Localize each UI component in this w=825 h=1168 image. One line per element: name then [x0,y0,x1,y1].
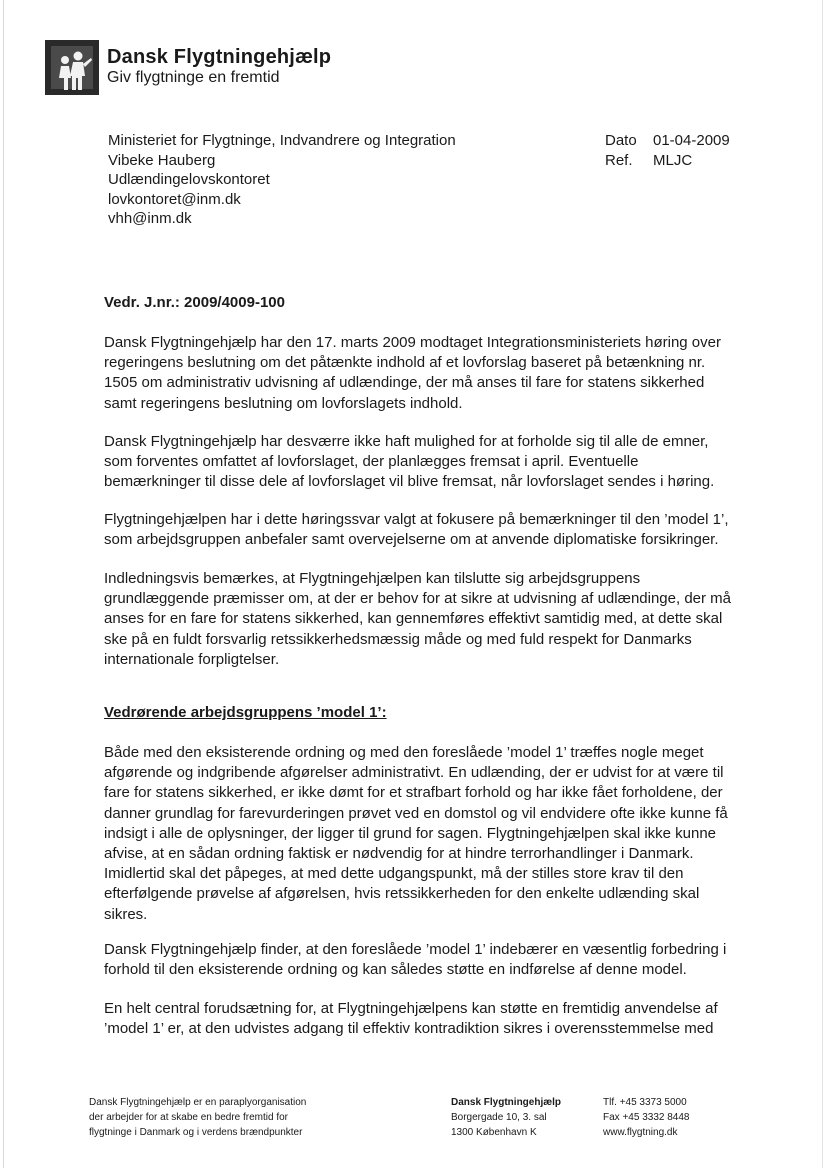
footer-fax: Fax +45 3332 8448 [603,1112,690,1123]
body-paragraph [104,432,744,493]
organization-logo-icon [45,40,99,95]
footer-website: www.flygtning.dk [603,1127,678,1138]
paragraph-line: Dansk Flygtningehjælp har den 17. marts 2009 modtaget Integrationsministeriets høring over [104,334,721,351]
footer-contact [603,1095,689,1140]
date-value: 01-04-2009 [653,132,730,149]
subject-line: Vedr. J.nr.: 2009/4009-100 [104,294,285,311]
reference-label: Ref. [605,151,633,169]
recipient-line: Udlændingelovskontoret [108,171,270,189]
paragraph-line: afgørende og indgribende afgørelser administrativt. En udlænding, der er udvist for at være til [104,764,724,782]
paragraph-line: forhold til den eksisterende ordning og kan således støtte en indførelse af denne model. [104,961,687,979]
body-paragraph [104,510,744,550]
paragraph-line: grundlæggende præmisser om, at der er behov for at sikre at udvisning af udlændinge, der må [104,590,732,608]
footer-line: der arbejder for at skabe en bedre fremtid for [89,1112,288,1123]
body-paragraph [104,940,744,980]
page-edge-left [3,0,4,1168]
paragraph-line: fare for statens sikkerhed, er ikke dømt for et strafbart forhold og har ikke fået forholdene, der [104,784,723,802]
paragraph-line: ske på en fuldt forsvarlig retssikkerhedsmæssig måde og med fuld respekt for Danmarks [104,630,692,648]
paragraph-line: 1505 om administrativ udvisning af udlændinge, der må anses til fare for statens sikkerhed [104,374,705,392]
paragraph-line: danner grundlag for farevurderingen prøvet ved en domstol og vil endvidere ofte ikke kunne få [104,804,728,822]
organization-tagline: Giv flygtninge en fremtid [107,69,280,86]
paragraph-line: som forventes omfattet af lovforslaget, der planlægges fremsat i april. Eventuelle [104,453,639,471]
paragraph-line: efterfølgende prøvelse af afgørelsen, hvis retssikkerheden for den enkelte udlænding skal [104,885,700,903]
footer-line: Dansk Flygtningehjælp er en paraplyorganisation [89,1097,307,1108]
organization-name: Dansk Flygtningehjælp [107,46,332,68]
footer-line: 1300 København K [451,1127,537,1138]
footer-phone: Tlf. +45 3373 5000 [603,1097,687,1108]
footer-line: flygtninge i Danmark og i verdens brændpunkter [89,1127,303,1138]
date-label: Dato [605,132,637,149]
footer-description [89,1095,306,1140]
recipient-line: lovkontoret@inm.dk [108,190,241,208]
paragraph-line: afvise, at en sådan ordning faktisk er nødvendig for at hindre terrorhandlinger i Danmark. [104,845,694,863]
body-paragraph [104,999,744,1039]
recipient-line: vhh@inm.dk [108,210,192,228]
paragraph-line: Både med den eksisterende ordning og med den foreslåede ’model 1’ træffes nogle meget [104,744,704,761]
body-paragraph [104,743,744,925]
footer-address [451,1095,561,1140]
body-paragraph [104,333,744,414]
paragraph-line: ’model 1’ er, at den udvistes adgang til effektiv kontradiktion sikres i overensstemmelse med [104,1020,714,1038]
paragraph-line: bemærkninger til disse dele af lovforslaget vil blive fremsat, når lovforslaget sendes i høring. [104,473,715,491]
letter-meta [605,131,730,170]
section-heading: Vedrørende arbejdsgruppens ’model 1’: [104,704,387,721]
paragraph-line: Indledningsvis bemærkes, at Flygtningehjælpen kan tilslutte sig arbejdsgruppens [104,570,641,587]
footer-line: Borgergade 10, 3. sal [451,1112,547,1123]
paragraph-line: indsigt i alle de oplysninger, der ligger til grund for sagen. Flygtningehjælpen skal ikke kunne [104,824,717,842]
date-row [605,131,730,151]
reference-row [605,151,730,171]
paragraph-line: sikres. [104,905,148,923]
paragraph-line: Flygtningehjælpen har i dette høringssvar valgt at fokusere på bemærkninger til den ’model 1’, [104,511,729,528]
paragraph-line: anses for en fare for statens sikkerhed, kan gennemføres effektivt samtidig med, at dette skal [104,610,723,628]
paragraph-line: som arbejdsgruppen anbefaler samt overvejelserne om at anvende diplomatiske forsikringer. [104,531,719,549]
body-paragraph [104,569,744,670]
paragraph-line: Dansk Flygtningehjælp finder, at den foreslåede ’model 1’ indebærer en væsentlig forbedring i [104,941,727,958]
paragraph-line: Dansk Flygtningehjælp har desværre ikke haft mulighed for at forholde sig til alle de emner, [104,433,709,450]
reference-value: MLJC [653,151,693,169]
logo-figures-icon [45,40,99,95]
footer-address-name: Dansk Flygtningehjælp [451,1097,562,1108]
paragraph-line: internationale forpligtelser. [104,650,280,668]
paragraph-line: En helt central forudsætning for, at Flygtningehjælpens kan støtte en fremtidig anvendelse af [104,1000,718,1017]
paragraph-line: Imidlertid skal det påpeges, at med dette udgangspunkt, må der stilles store krav til den [104,865,684,883]
recipient-line: Ministeriet for Flygtninge, Indvandrere og Integration [108,132,456,149]
paragraph-line: samt regeringens beslutning om lovforslagets indhold. [104,394,463,412]
page-edge-right [822,0,823,1168]
recipient-address [108,131,456,229]
paragraph-line: regeringens beslutning om det påtænkte indhold af et lovforslag baseret på betænkning nr. [104,354,706,372]
recipient-line: Vibeke Hauberg [108,151,216,169]
